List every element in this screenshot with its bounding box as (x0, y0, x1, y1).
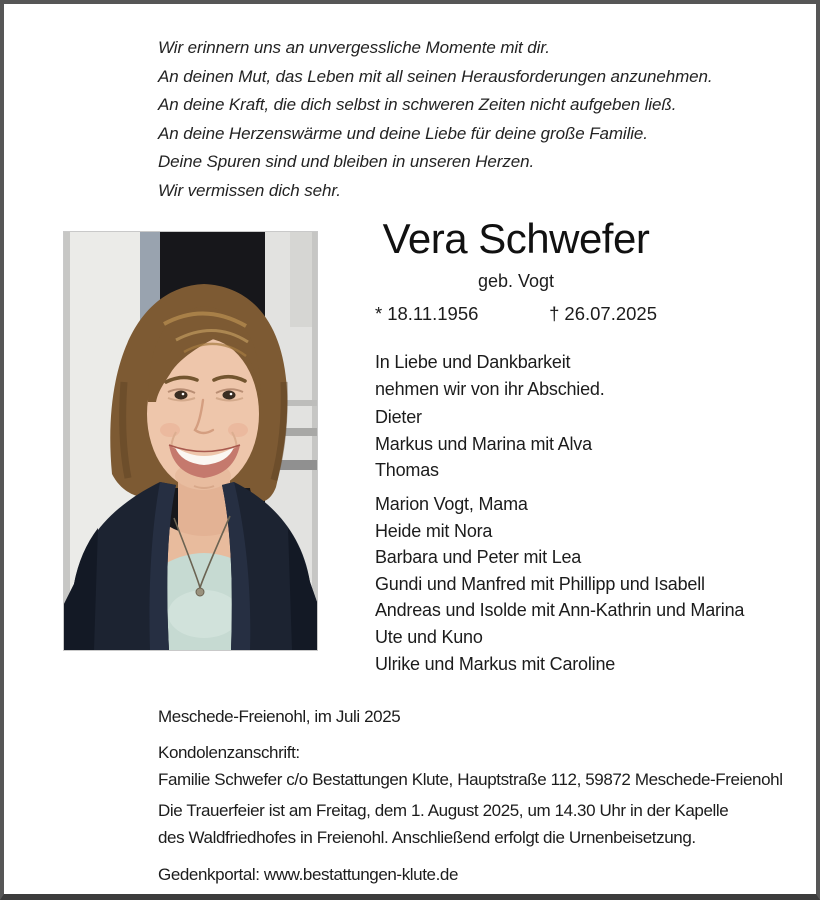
mourner-line: Barbara und Peter mit Lea (375, 547, 582, 567)
poem-line: Wir erinnern uns an unvergessliche Momente mit dir. (158, 38, 550, 57)
mourners-group (375, 491, 744, 624)
mourner-line: Gundi und Manfred mit Phillipp und Isabell (375, 573, 705, 594)
poem-line: Deine Spuren sind und bleiben in unseren Herzen. (158, 152, 535, 171)
condolence-label: Kondolenzanschrift: (158, 743, 300, 762)
poem-line: An deine Kraft, die dich selbst in schweren Zeiten nicht aufgeben ließ. (158, 95, 677, 114)
place-and-date: Meschede-Freienohl, im Juli 2025 (158, 707, 401, 726)
mourner-line: Heide mit Nora (375, 520, 493, 541)
mourner-line: Marion Vogt, Mama (375, 494, 528, 514)
funeral-info-line: des Waldfriedhofes in Freienohl. Anschließend erfolgt die Urnenbeisetzung. (158, 827, 696, 847)
death-date: † 26.07.2025 (549, 303, 657, 324)
deceased-name: Vera Schwefer (382, 215, 650, 262)
farewell-block (375, 349, 605, 402)
maiden-name: geb. Vogt (477, 271, 555, 291)
deceased-header (375, 216, 657, 326)
mourner-line: Ute und Kuno (375, 627, 483, 647)
poem-line: An deinen Mut, das Leben mit all seinen Herausforderungen anzunehmen. (158, 66, 713, 86)
life-dates (375, 302, 657, 326)
farewell-line: In Liebe und Dankbarkeit (375, 352, 571, 372)
birth-date: * 18.11.1956 (375, 303, 479, 324)
mourner-line: Thomas (375, 460, 439, 480)
funeral-info-line: Die Trauerfeier ist am Freitag, dem 1. August 2025, um 14.30 Uhr in der Kapelle (158, 801, 729, 820)
death-cross-icon: † (549, 303, 560, 324)
poem-block (158, 34, 778, 205)
funeral-info-block (158, 798, 728, 851)
mourner-line: Andreas und Isolde mit Ann-Kathrin und Marina (375, 600, 745, 620)
mourner-line: Markus und Marina mit Alva (375, 433, 592, 454)
mourners-group (375, 624, 615, 677)
birth-star-icon: * (375, 303, 383, 324)
condolence-address: Familie Schwefer c/o Bestattungen Klute, Hauptstraße 112, 59872 Meschede-Freienohl (158, 769, 783, 789)
mourner-line: Dieter (375, 407, 422, 427)
poem-line: Wir vermissen dich sehr. (158, 180, 341, 200)
portrait-photo (64, 232, 317, 650)
memorial-portal: Gedenkportal: www.bestattungen-klute.de (158, 865, 459, 884)
mourner-line: Ulrike und Markus mit Caroline (375, 653, 616, 674)
farewell-line: nehmen wir von ihr Abschied. (375, 378, 605, 399)
mourners-group (375, 404, 592, 484)
condolence-block (158, 740, 783, 793)
poem-line: An deine Herzenswärme und deine Liebe für deine große Familie. (158, 123, 648, 143)
